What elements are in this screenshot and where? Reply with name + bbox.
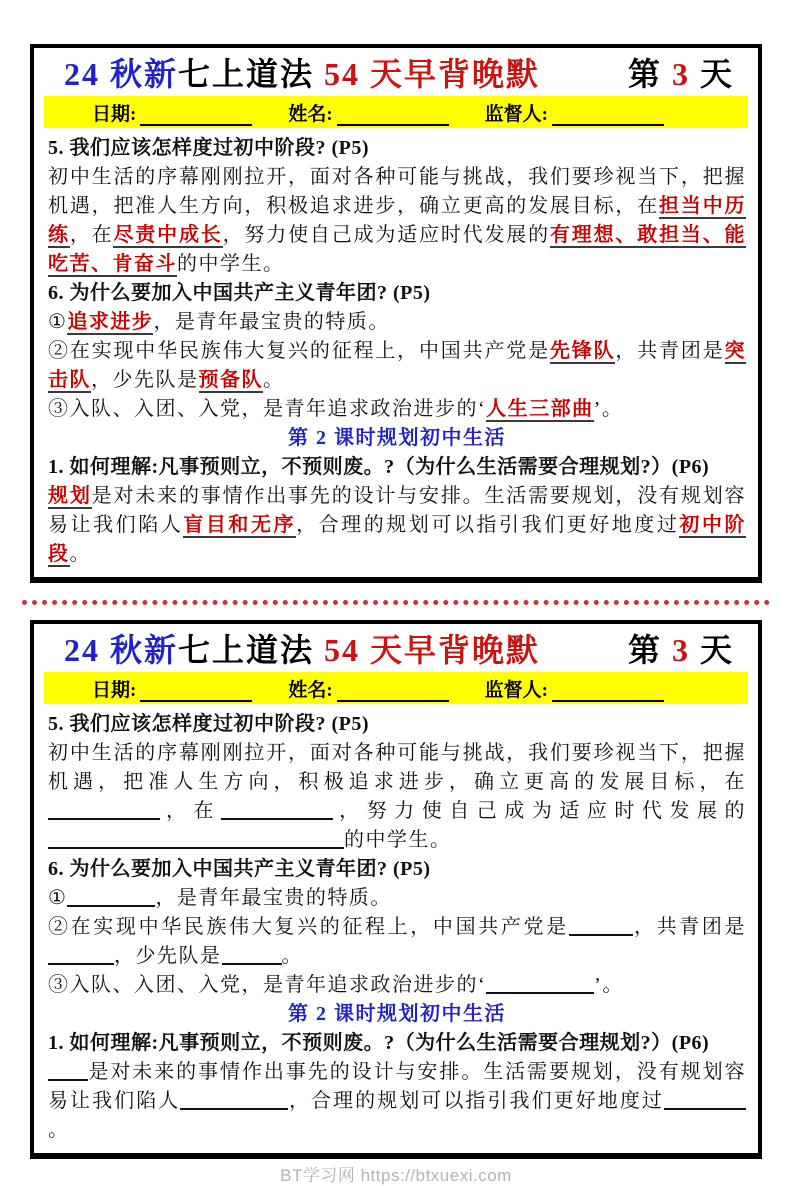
info-field [92, 675, 252, 702]
info-field-label: 日期: [92, 103, 137, 125]
body-text: ，努力使自己成为适应时代发展的 [333, 800, 747, 822]
body-text: ，少先队是 [114, 945, 222, 967]
body-text: 是对未来的事情作出事先的设计与安排。生活需要规划，没有规划容易让我们陷人 [48, 485, 747, 536]
title-segment: 24 秋新 [64, 56, 179, 92]
title-segment: 24 秋新 [64, 632, 179, 668]
blank-line [222, 948, 282, 965]
answer-text: 尽责中成长 [113, 224, 223, 246]
lesson-subheader: 第 2 课时规划初中生活 [288, 1003, 506, 1025]
body-text: ，是青年最宝贵的特质。 [153, 311, 390, 333]
card-title-left [64, 53, 540, 95]
title-segment: 3 [671, 632, 690, 668]
body-text: ，合理的规划可以指引我们更好地度过 [288, 1090, 664, 1112]
body-text: ，努力使自己成为适应时代发展的 [222, 224, 550, 246]
title-segment: 3 [671, 56, 690, 92]
title-segment: 第 [627, 632, 672, 668]
body-text: ②在实现中华民族伟大复兴的征程上，中国共产党是 [48, 340, 550, 362]
blank-line [48, 1064, 88, 1081]
blank-line [48, 948, 114, 965]
info-field-label: 日期: [92, 679, 137, 701]
question-heading: 1. 如何理解:凡事预则立，不预则废。?（为什么生活需要合理规划?）(P6) [48, 1032, 710, 1054]
answer-text: 规划 [48, 485, 92, 507]
answer-paragraph [48, 308, 746, 337]
card-title-right [628, 629, 734, 671]
answer-text: 追求进步 [67, 311, 154, 333]
info-field-label: 监督人: [484, 103, 548, 125]
info-field [288, 675, 448, 702]
answer-text: 突击队 [48, 340, 747, 391]
lesson-subheader: 第 2 课时规划初中生活 [288, 427, 506, 449]
body-text: ，在 [160, 800, 222, 822]
blank-line [180, 1093, 288, 1110]
body-text: ，共青团是 [632, 916, 747, 938]
body-text: ① [48, 311, 68, 333]
answer-paragraph [48, 163, 746, 279]
title-segment: 天 [689, 632, 734, 668]
info-field-label: 姓名: [288, 103, 333, 125]
answer-text: 初中阶段 [48, 514, 747, 565]
info-field-blank-line [140, 686, 252, 702]
blank-line [48, 832, 286, 849]
question-heading: 6. 为什么要加入中国共产主义青年团? (P5) [48, 282, 431, 304]
body-text: 。 [281, 945, 303, 967]
body-text: ’。 [593, 398, 624, 420]
blank-line [221, 803, 333, 820]
title-segment: 七上道法 [178, 56, 325, 92]
answer-text: 先锋队 [549, 340, 616, 362]
body-text: ，合理的规划可以指引我们更好地度过 [296, 514, 680, 536]
info-bar [44, 672, 748, 704]
answer-text: 有理想、敢担当、能吃苦、肯奋斗 [48, 224, 747, 275]
title-segment: 第 [627, 56, 672, 92]
answer-paragraph [48, 482, 746, 569]
body-text: 。 [48, 1119, 70, 1141]
body-text: ②在实现中华民族伟大复兴的征程上，中国共产党是 [48, 916, 569, 938]
answer-text: 预备队 [198, 369, 263, 391]
watermark: BT学习网 https://btxuexi.com [280, 1166, 512, 1185]
dotted-separator [22, 600, 770, 605]
info-field [485, 99, 664, 126]
body-text: 。 [263, 369, 285, 391]
title-segment: 54 天早背晚默 [324, 56, 541, 92]
body-text: 初中生活的序幕刚刚拉开，面对各种可能与挑战，我们要珍视当下，把握机遇，把准人生方向，积极追求进步，确立更高的发展目标，在 [48, 742, 746, 793]
card-title-left [64, 629, 540, 671]
info-field-blank-line [337, 110, 449, 126]
question-heading: 5. 我们应该怎样度过初中阶段? (P5) [48, 137, 370, 159]
blank-line [67, 890, 155, 907]
answer-paragraph [48, 739, 746, 855]
info-field-label: 监督人: [484, 679, 548, 701]
answer-paragraph [48, 971, 746, 1000]
info-bar [44, 96, 748, 128]
info-field-blank-line [140, 110, 252, 126]
body-text: 是对未来的事情作出事先的设计与安排。生活需要规划，没有规划容易让我们陷人 [48, 1061, 746, 1112]
answer-paragraph [48, 395, 746, 424]
answer-paragraph [48, 1058, 746, 1145]
body-text: ，少先队是 [91, 369, 199, 391]
card-header [34, 624, 758, 672]
body-text: 。 [69, 543, 91, 565]
body-text: ③入队、入团、入党，是青年追求政治进步的‘ [48, 398, 487, 420]
info-field-blank-line [337, 686, 449, 702]
worksheet-card-blank [30, 620, 762, 1159]
body-text: 的中学生。 [344, 829, 452, 851]
body-text: 初中生活的序幕刚刚拉开，面对各种可能与挑战，我们要珍视当下，把握机遇，把准人生方向，积极追求进步，确立更高的发展目标，在 [48, 166, 746, 217]
title-segment: 54 天早背晚默 [324, 632, 541, 668]
answer-text: 担当中历练 [48, 195, 747, 246]
body-text: 的中学生。 [177, 253, 285, 275]
card-header [34, 48, 758, 96]
blank-line [48, 803, 160, 820]
info-field [288, 99, 448, 126]
answer-text: 盲目和无序 [183, 514, 297, 536]
body-text: ③入队、入团、入党，是青年追求政治进步的‘ [48, 974, 487, 996]
info-field-blank-line [552, 686, 664, 702]
info-field-blank-line [552, 110, 664, 126]
body-text: ，在 [69, 224, 114, 246]
blank-line [569, 919, 633, 936]
title-segment: 天 [689, 56, 734, 92]
answer-paragraph [48, 884, 746, 913]
blank-line [286, 832, 344, 849]
question-heading: 5. 我们应该怎样度过初中阶段? (P5) [48, 713, 370, 735]
worksheet-card-answered [30, 44, 762, 583]
question-heading: 6. 为什么要加入中国共产主义青年团? (P5) [48, 858, 431, 880]
blank-line [664, 1093, 746, 1110]
info-field-label: 姓名: [288, 679, 333, 701]
info-field [92, 99, 252, 126]
answer-text: 人生三部曲 [486, 398, 594, 420]
title-segment: 七上道法 [178, 632, 325, 668]
info-field [485, 675, 664, 702]
blank-line [486, 977, 594, 994]
body-text: ’。 [594, 974, 624, 996]
body-text: ，是青年最宝贵的特质。 [155, 887, 392, 909]
answer-paragraph [48, 337, 746, 395]
answer-paragraph [48, 913, 746, 971]
question-heading: 1. 如何理解:凡事预则立，不预则废。?（为什么生活需要合理规划?）(P6) [48, 456, 710, 478]
card-content [34, 128, 758, 577]
card-content [34, 704, 758, 1153]
card-title-right [628, 53, 734, 95]
body-text: ，共青团是 [615, 340, 725, 362]
body-text: ① [48, 887, 68, 909]
